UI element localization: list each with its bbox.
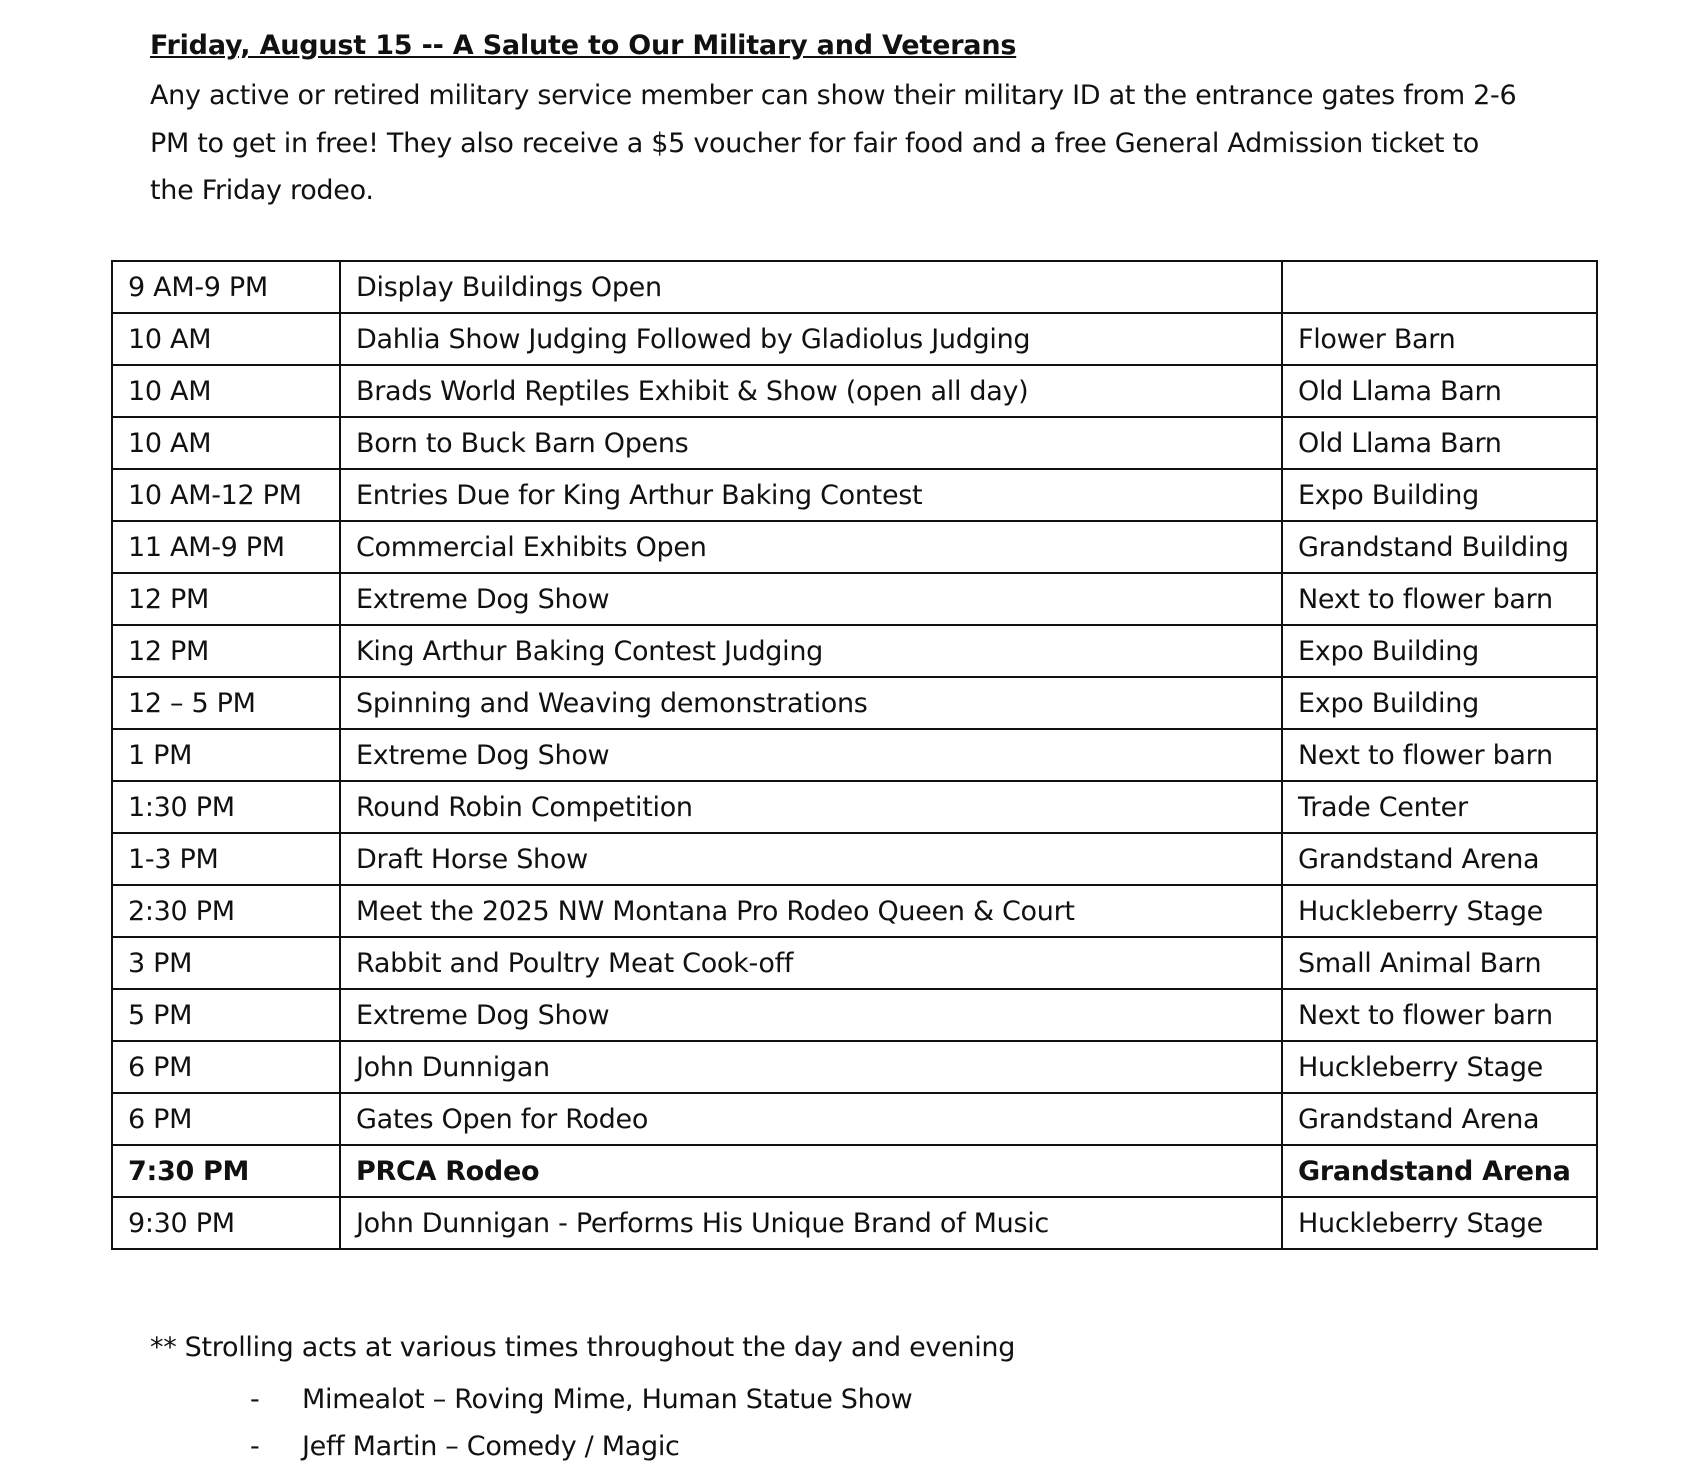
time-cell: 6 PM xyxy=(112,1041,340,1093)
event-cell: Commercial Exhibits Open xyxy=(340,521,1282,573)
location-cell: Next to flower barn xyxy=(1282,989,1597,1041)
table-row xyxy=(112,365,1597,417)
act-text: Jeff Martin – Comedy / Magic xyxy=(302,1431,680,1462)
event-cell: Gates Open for Rodeo xyxy=(340,1093,1282,1145)
table-row xyxy=(112,573,1597,625)
time-cell: 1 PM xyxy=(112,729,340,781)
event-cell: Extreme Dog Show xyxy=(340,573,1282,625)
location-cell: Grandstand Arena xyxy=(1282,1145,1597,1197)
time-cell: 6 PM xyxy=(112,1093,340,1145)
location-cell: Huckleberry Stage xyxy=(1282,1197,1597,1249)
event-cell: Display Buildings Open xyxy=(340,261,1282,313)
event-cell: John Dunnigan - Performs His Unique Brand of Music xyxy=(340,1197,1282,1249)
event-cell: Dahlia Show Judging Followed by Gladiolus Judging xyxy=(340,313,1282,365)
time-cell: 12 PM xyxy=(112,573,340,625)
event-cell: Round Robin Competition xyxy=(340,781,1282,833)
event-cell: Rabbit and Poultry Meat Cook-off xyxy=(340,937,1282,989)
event-cell: Extreme Dog Show xyxy=(340,989,1282,1041)
time-cell: 10 AM xyxy=(112,365,340,417)
location-cell: Small Animal Barn xyxy=(1282,937,1597,989)
table-row xyxy=(112,625,1597,677)
location-cell: Grandstand Building xyxy=(1282,521,1597,573)
table-row xyxy=(112,1197,1597,1249)
event-cell: Born to Buck Barn Opens xyxy=(340,417,1282,469)
time-cell: 12 – 5 PM xyxy=(112,677,340,729)
intro-line: the Friday rodeo. xyxy=(150,175,374,206)
strolling-acts-note: ** Strolling acts at various times throughout the day and evening xyxy=(150,1332,1016,1363)
location-cell: Trade Center xyxy=(1282,781,1597,833)
event-cell: King Arthur Baking Contest Judging xyxy=(340,625,1282,677)
act-text: Mimealot – Roving Mime, Human Statue Show xyxy=(302,1384,913,1415)
table-row xyxy=(112,885,1597,937)
event-cell: John Dunnigan xyxy=(340,1041,1282,1093)
time-cell: 10 AM xyxy=(112,313,340,365)
event-cell: Meet the 2025 NW Montana Pro Rodeo Queen & Court xyxy=(340,885,1282,937)
location-cell: Old Llama Barn xyxy=(1282,365,1597,417)
table-row xyxy=(112,417,1597,469)
time-cell: 3 PM xyxy=(112,937,340,989)
intro-paragraph xyxy=(150,72,1610,215)
page-heading: Friday, August 15 -- A Salute to Our Military and Veterans xyxy=(150,30,1017,61)
event-cell: Entries Due for King Arthur Baking Contest xyxy=(340,469,1282,521)
time-cell: 5 PM xyxy=(112,989,340,1041)
location-cell: Expo Building xyxy=(1282,625,1597,677)
list-dash: - xyxy=(250,1384,260,1415)
time-cell: 2:30 PM xyxy=(112,885,340,937)
table-row xyxy=(112,729,1597,781)
event-cell: PRCA Rodeo xyxy=(340,1145,1282,1197)
table-row xyxy=(112,989,1597,1041)
location-cell: Huckleberry Stage xyxy=(1282,1041,1597,1093)
location-cell: Expo Building xyxy=(1282,677,1597,729)
location-cell: Grandstand Arena xyxy=(1282,1093,1597,1145)
time-cell: 9:30 PM xyxy=(112,1197,340,1249)
time-cell: 10 AM-12 PM xyxy=(112,469,340,521)
time-cell: 11 AM-9 PM xyxy=(112,521,340,573)
table-row xyxy=(112,521,1597,573)
time-cell: 1-3 PM xyxy=(112,833,340,885)
time-cell: 12 PM xyxy=(112,625,340,677)
schedule-table xyxy=(111,260,1598,1250)
location-cell: Old Llama Barn xyxy=(1282,417,1597,469)
table-row xyxy=(112,1041,1597,1093)
event-cell: Extreme Dog Show xyxy=(340,729,1282,781)
location-cell: Flower Barn xyxy=(1282,313,1597,365)
location-cell: Next to flower barn xyxy=(1282,729,1597,781)
table-row xyxy=(112,781,1597,833)
event-cell: Draft Horse Show xyxy=(340,833,1282,885)
table-row xyxy=(112,833,1597,885)
time-cell: 10 AM xyxy=(112,417,340,469)
location-cell: Grandstand Arena xyxy=(1282,833,1597,885)
location-cell: Next to flower barn xyxy=(1282,573,1597,625)
event-cell: Spinning and Weaving demonstrations xyxy=(340,677,1282,729)
time-cell: 1:30 PM xyxy=(112,781,340,833)
location-cell: Expo Building xyxy=(1282,469,1597,521)
table-row xyxy=(112,313,1597,365)
table-row xyxy=(112,1093,1597,1145)
intro-line: Any active or retired military service member can show their military ID at the entrance gates from 2-6 xyxy=(150,80,1517,111)
table-row xyxy=(112,469,1597,521)
intro-line: PM to get in free! They also receive a $5 voucher for fair food and a free General Admission ticket to xyxy=(150,127,1479,159)
table-row xyxy=(112,261,1597,313)
table-row xyxy=(112,937,1597,989)
location-cell: Huckleberry Stage xyxy=(1282,885,1597,937)
table-row xyxy=(112,677,1597,729)
time-cell: 9 AM-9 PM xyxy=(112,261,340,313)
time-cell: 7:30 PM xyxy=(112,1145,340,1197)
list-dash: - xyxy=(250,1431,260,1462)
event-cell: Brads World Reptiles Exhibit & Show (open all day) xyxy=(340,365,1282,417)
table-row-highlight xyxy=(112,1145,1597,1197)
location-cell xyxy=(1282,261,1597,313)
